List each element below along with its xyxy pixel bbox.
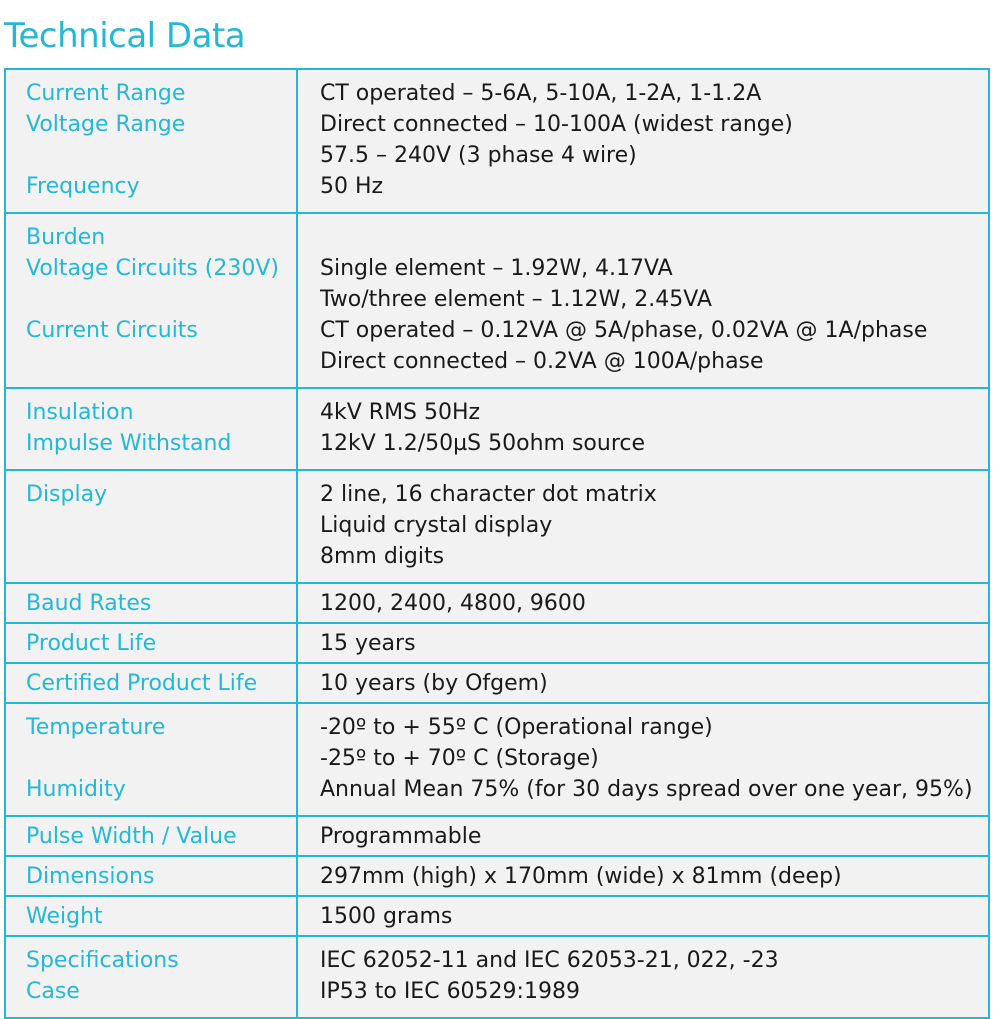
spec-label	[26, 510, 296, 541]
spec-value: 50 Hz	[320, 174, 384, 199]
spec-value: Direct connected – 10-100A (widest range)	[320, 112, 793, 137]
spec-label: Current Range	[26, 81, 186, 106]
spec-value-cell	[297, 388, 989, 470]
spec-label-cell	[5, 856, 297, 896]
spec-label-cell	[5, 896, 297, 936]
spec-value: Liquid crystal display	[320, 513, 553, 538]
spec-label-cell	[5, 703, 297, 816]
spec-value: IEC 62052-11 and IEC 62053-21, 022, -23	[320, 948, 779, 973]
spec-value-cell	[297, 856, 989, 896]
spec-value-cell	[297, 663, 989, 703]
spec-value: Direct connected – 0.2VA @ 100A/phase	[320, 349, 764, 374]
spec-label: Temperature	[26, 715, 166, 740]
spec-label-cell	[5, 816, 297, 856]
spec-value-cell	[297, 936, 989, 1018]
spec-value-cell	[297, 896, 989, 936]
spec-value: 57.5 – 240V (3 phase 4 wire)	[320, 143, 637, 168]
spec-value: 1500 grams	[320, 904, 453, 929]
spec-label-cell	[5, 213, 297, 388]
spec-value-cell	[297, 703, 989, 816]
table-row	[5, 388, 989, 470]
table-row	[5, 936, 989, 1018]
spec-value: 12kV 1.2/50µS 50ohm source	[320, 431, 646, 456]
table-row	[5, 623, 989, 663]
spec-value: IP53 to IEC 60529:1989	[320, 979, 580, 1004]
spec-label-cell	[5, 936, 297, 1018]
table-row	[5, 816, 989, 856]
technical-data-table	[4, 68, 990, 1019]
spec-label: Impulse Withstand	[26, 431, 232, 456]
table-row	[5, 856, 989, 896]
spec-value-cell	[297, 583, 989, 623]
table-row	[5, 69, 989, 213]
spec-label	[26, 284, 296, 315]
spec-label-cell	[5, 69, 297, 213]
spec-value-cell	[297, 69, 989, 213]
spec-value-cell	[297, 623, 989, 663]
spec-label: Baud Rates	[26, 591, 152, 616]
spec-label: Dimensions	[26, 864, 155, 889]
spec-label-cell	[5, 623, 297, 663]
page-title: Technical Data	[4, 16, 246, 56]
spec-label	[26, 346, 296, 377]
table-row	[5, 213, 989, 388]
spec-label: Insulation	[26, 400, 134, 425]
spec-value-cell	[297, 470, 989, 583]
spec-label: Certified Product Life	[26, 671, 258, 696]
spec-value: 15 years	[320, 631, 416, 656]
table-row	[5, 703, 989, 816]
spec-label	[26, 743, 296, 774]
table-row	[5, 663, 989, 703]
spec-label	[26, 140, 296, 171]
spec-value: Two/three element – 1.12W, 2.45VA	[320, 287, 712, 312]
spec-value: 10 years (by Ofgem)	[320, 671, 548, 696]
spec-label: Weight	[26, 904, 103, 929]
spec-value: 8mm digits	[320, 544, 445, 569]
spec-label: Case	[26, 979, 80, 1004]
spec-value-cell	[297, 213, 989, 388]
spec-label: Humidity	[26, 777, 126, 802]
spec-value: CT operated – 5-6A, 5-10A, 1-2A, 1-1.2A	[320, 81, 762, 106]
spec-label-cell	[5, 663, 297, 703]
spec-value: Single element – 1.92W, 4.17VA	[320, 256, 673, 281]
spec-label: Product Life	[26, 631, 157, 656]
table-row	[5, 470, 989, 583]
spec-label: Current Circuits	[26, 318, 198, 343]
spec-value: 1200, 2400, 4800, 9600	[320, 591, 586, 616]
spec-label-cell	[5, 388, 297, 470]
table-row	[5, 583, 989, 623]
spec-value: 297mm (high) x 170mm (wide) x 81mm (deep)	[320, 864, 842, 889]
spec-label: Specifications	[26, 948, 179, 973]
spec-value-cell	[297, 816, 989, 856]
spec-value: Programmable	[320, 824, 482, 849]
spec-label: Voltage Range	[26, 112, 186, 137]
spec-value	[320, 222, 988, 253]
spec-label: Frequency	[26, 174, 140, 199]
spec-label: Voltage Circuits (230V)	[26, 256, 279, 281]
spec-label: Pulse Width / Value	[26, 824, 237, 849]
spec-value: 4kV RMS 50Hz	[320, 400, 481, 425]
spec-value: 2 line, 16 character dot matrix	[320, 482, 657, 507]
spec-label: Display	[26, 482, 108, 507]
spec-value: -25º to + 70º C (Storage)	[320, 746, 599, 771]
table-row	[5, 896, 989, 936]
spec-value: -20º to + 55º C (Operational range)	[320, 715, 713, 740]
spec-value: CT operated – 0.12VA @ 5A/phase, 0.02VA @ 1A/phase	[320, 318, 928, 343]
spec-label	[26, 541, 296, 572]
spec-label-cell	[5, 470, 297, 583]
spec-label-cell	[5, 583, 297, 623]
spec-label: Burden	[26, 225, 106, 250]
spec-value: Annual Mean 75% (for 30 days spread over one year, 95%)	[320, 777, 973, 802]
